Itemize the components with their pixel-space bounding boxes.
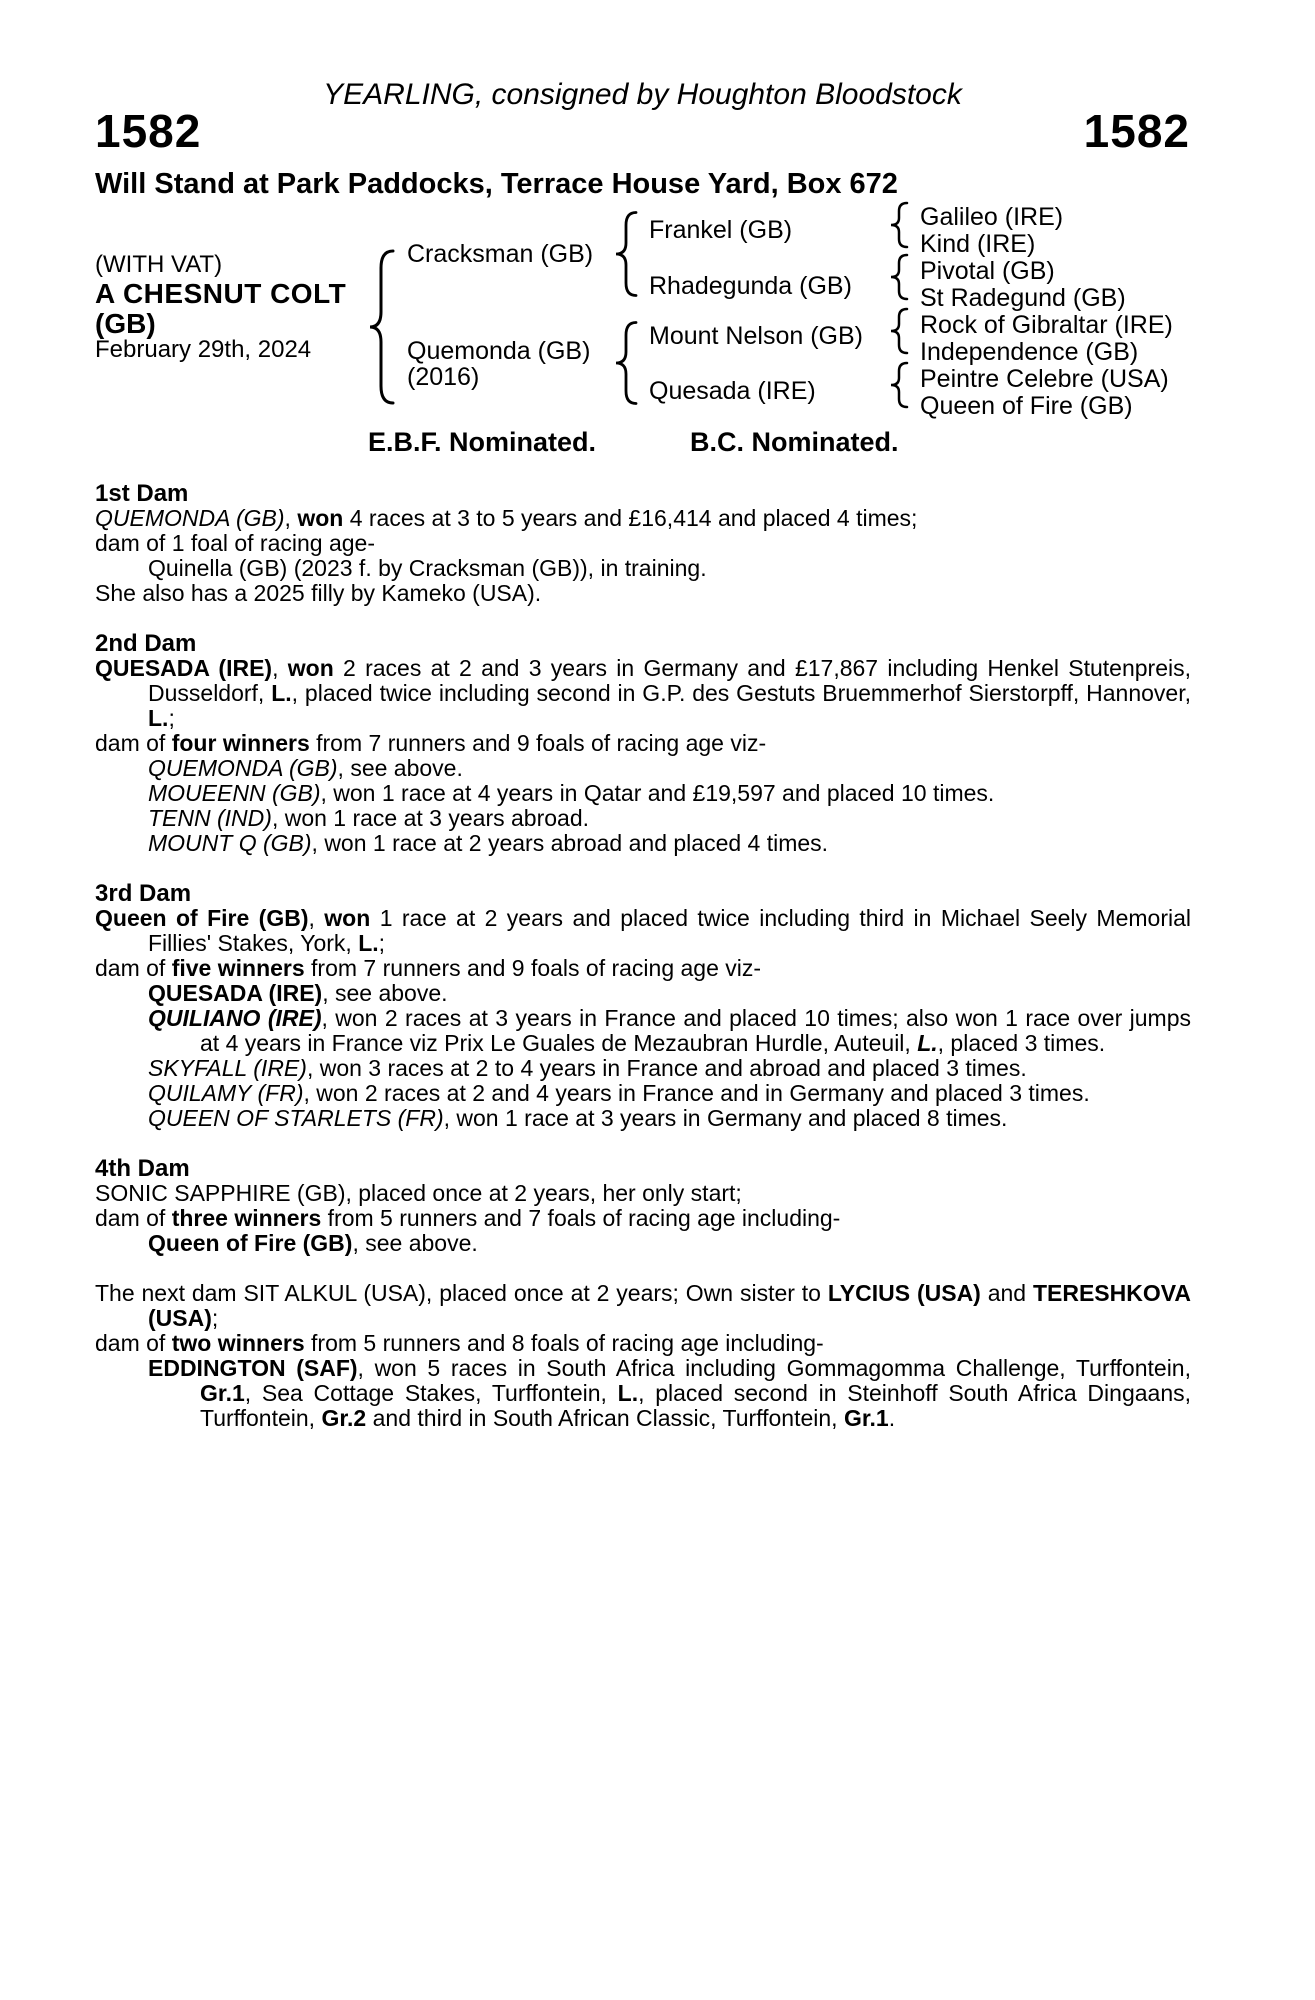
sire-dam-name: Rhadegunda (GB)	[649, 272, 852, 300]
text-run: 1 race at 2 years and placed twice including third in Michael Seely Memorial Fillies' Stakes, York,	[148, 905, 1192, 956]
text-run: won	[297, 505, 344, 531]
text-run: QUILIANO (IRE)	[148, 1005, 322, 1031]
text-run: EDDINGTON (SAF)	[148, 1355, 358, 1381]
text-run: Gr.1	[843, 1405, 889, 1431]
text-run: QUILAMY (FR)	[148, 1080, 304, 1106]
sire-name: Cracksman (GB)	[407, 240, 594, 268]
text-run: , won 3 races at 2 to 4 years in France and abroad and placed 3 times.	[306, 1055, 1027, 1081]
text-run: 2 races at 2 and 3 years in Germany and £17,867 including Henkel Stutenpreis, Dusseldorf,	[148, 655, 1191, 706]
text-run: , won 1 race at 4 years in Qatar and £19,597 and placed 10 times.	[320, 780, 995, 806]
section-heading: 2nd Dam	[95, 630, 197, 657]
text-run: two winners	[171, 1330, 305, 1356]
text-run: ,	[272, 655, 288, 681]
text-run: LYCIUS (USA)	[827, 1280, 981, 1306]
text-run: Gr.1	[200, 1380, 245, 1406]
bc-nomination: B.C. Nominated.	[690, 427, 899, 457]
pedigree-paragraph	[95, 806, 1191, 831]
pedigree-paragraph	[95, 531, 1191, 556]
foal-date: February 29th, 2024	[95, 336, 312, 363]
great-grandparent-name: Independence (GB)	[920, 338, 1139, 366]
text-run: dam of	[95, 1330, 172, 1356]
dam-section	[95, 631, 1191, 856]
text-run: won	[287, 655, 334, 681]
dam-sections	[95, 481, 1191, 1431]
dam-section	[95, 881, 1191, 1131]
pedigree-brace-pair-2	[888, 253, 910, 301]
section-heading: 3rd Dam	[95, 880, 192, 907]
text-run: and	[980, 1280, 1033, 1306]
dam-name: Quemonda (GB)	[407, 337, 591, 365]
colt-name: A CHESNUT COLT	[95, 278, 347, 309]
text-run: from 5 runners and 8 foals of racing age including-	[304, 1330, 824, 1356]
pedigree-brace-gen1	[366, 248, 396, 406]
text-run: Queen of Fire (GB)	[148, 1230, 353, 1256]
text-run: Quinella (GB) (2023 f. by Cracksman (GB)), in training.	[148, 555, 707, 581]
text-run: , Sea Cottage Stakes, Turffontein,	[244, 1380, 618, 1406]
pedigree-paragraph	[95, 581, 1191, 606]
text-run: ;	[211, 1305, 219, 1331]
text-run: , placed 3 times.	[937, 1030, 1106, 1056]
text-run: ;	[378, 930, 386, 956]
dam-section	[95, 1156, 1191, 1256]
colt-suffix: (GB)	[95, 308, 156, 339]
text-run: MOUNT Q (GB)	[148, 830, 312, 856]
text-run: SKYFALL (IRE)	[148, 1055, 307, 1081]
text-run: .	[888, 1405, 896, 1431]
stand-location-line: Will Stand at Park Paddocks, Terrace House Yard, Box 672	[95, 168, 898, 200]
dam-year: (2016)	[407, 363, 480, 391]
pedigree-brace-pair-1	[888, 201, 910, 249]
text-run: and third in South African Classic, Turffontein,	[366, 1405, 844, 1431]
text-run: four winners	[171, 730, 310, 756]
pedigree-paragraph	[95, 906, 1191, 956]
pedigree-paragraph	[95, 781, 1191, 806]
text-run: L.	[358, 930, 379, 956]
text-run: L.	[917, 1030, 938, 1056]
pedigree-paragraph	[95, 656, 1191, 731]
pedigree-brace-dam	[613, 320, 639, 406]
great-grandparent-name: Queen of Fire (GB)	[920, 392, 1133, 420]
pedigree-paragraph	[95, 506, 1191, 531]
text-run: dam of	[95, 1205, 172, 1231]
text-run: MOUEENN (GB)	[148, 780, 321, 806]
text-run: QUEMONDA (GB)	[95, 505, 285, 531]
consignor-line: YEARLING, consigned by Houghton Bloodstock	[323, 78, 962, 111]
text-run: , won 2 races at 2 and 4 years in France and in Germany and placed 3 times.	[303, 1080, 1090, 1106]
lot-number-left: 1582	[95, 105, 202, 157]
pedigree-brace-pair-3	[888, 307, 910, 355]
text-run: L.	[271, 680, 292, 706]
text-run: TERESHKOVA (USA)	[148, 1280, 1192, 1331]
text-run: , placed second in Steinhoff South Africa Dingaans, Turffontein,	[200, 1380, 1191, 1431]
section-heading: 4th Dam	[95, 1155, 190, 1182]
pedigree-paragraph	[95, 956, 1191, 981]
text-run: QUESADA (IRE)	[95, 655, 273, 681]
text-run: from 7 runners and 9 foals of racing age viz-	[309, 730, 767, 756]
dam-dam-name: Quesada (IRE)	[649, 377, 816, 405]
text-run: ,	[284, 505, 298, 531]
text-run: , see above.	[322, 980, 448, 1006]
vat-line: (WITH VAT)	[95, 251, 223, 278]
pedigree-paragraph	[95, 731, 1191, 756]
pedigree-paragraph	[95, 1231, 1191, 1256]
dam-sire-name: Mount Nelson (GB)	[649, 322, 863, 350]
great-grandparent-name: Peintre Celebre (USA)	[920, 365, 1169, 393]
sire-sire-name: Frankel (GB)	[649, 216, 793, 244]
great-grandparent-name: St Radegund (GB)	[920, 284, 1126, 312]
text-run: SONIC SAPPHIRE (GB), placed once at 2 years, her only start;	[95, 1180, 742, 1206]
text-run: dam of	[95, 730, 172, 756]
text-run: won	[324, 905, 371, 931]
great-grandparent-name: Pivotal (GB)	[920, 257, 1055, 285]
text-run: , won 1 race at 3 years in Germany and placed 8 times.	[443, 1105, 1008, 1131]
great-grandparent-name: Rock of Gibraltar (IRE)	[920, 311, 1173, 339]
text-run: , won 5 races in South Africa including Gommagomma Challenge, Turffontein,	[357, 1355, 1191, 1381]
pedigree-paragraph	[95, 556, 1191, 581]
text-run: dam of	[95, 955, 172, 981]
text-run: five winners	[171, 955, 305, 981]
dam-section	[95, 1281, 1191, 1431]
pedigree-brace-sire	[613, 210, 639, 298]
text-run: dam of 1 foal of racing age-	[95, 530, 375, 556]
text-run: three winners	[171, 1205, 322, 1231]
text-run: TENN (IND)	[148, 805, 272, 831]
pedigree-paragraph	[95, 1181, 1191, 1206]
pedigree-paragraph	[95, 1206, 1191, 1231]
text-run: from 5 runners and 7 foals of racing age including-	[321, 1205, 841, 1231]
dam-section	[95, 481, 1191, 606]
text-run: Gr.2	[321, 1405, 367, 1431]
text-run: 4 races at 3 to 5 years and £16,414 and placed 4 times;	[343, 505, 918, 531]
text-run: , placed twice including second in G.P. des Gestuts Bruemmerhof Sierstorpff, Hannover,	[291, 680, 1191, 706]
great-grandparent-name: Kind (IRE)	[920, 230, 1036, 258]
pedigree-paragraph	[95, 1356, 1191, 1431]
text-run: , won 2 races at 3 years in France and placed 10 times; also won 1 race over jumps at 4 years in France viz Prix Le Guales de Mezaubran Hurdle, Auteuil,	[200, 1005, 1191, 1056]
text-run: She also has a 2025 filly by Kameko (USA).	[95, 580, 542, 606]
pedigree-paragraph	[95, 1081, 1191, 1106]
ebf-nomination: E.B.F. Nominated.	[368, 427, 597, 457]
text-run: ;	[168, 705, 175, 731]
pedigree-paragraph	[95, 981, 1191, 1006]
text-run: , see above.	[352, 1230, 478, 1256]
great-grandparent-name: Galileo (IRE)	[920, 203, 1064, 231]
text-run: , won 1 race at 3 years abroad.	[271, 805, 590, 831]
text-run: Queen of Fire (GB)	[95, 905, 309, 931]
text-run: ,	[308, 905, 325, 931]
pedigree-paragraph	[95, 831, 1191, 856]
text-run: , won 1 race at 2 years abroad and placed 4 times.	[311, 830, 829, 856]
text-run: The next dam SIT ALKUL (USA), placed once at 2 years; Own sister to	[95, 1280, 828, 1306]
text-run: L.	[617, 1380, 639, 1406]
pedigree-paragraph	[95, 1331, 1191, 1356]
text-run: QUESADA (IRE)	[148, 980, 323, 1006]
pedigree-paragraph	[95, 1006, 1191, 1056]
lot-number-right: 1582	[1083, 105, 1190, 157]
pedigree-brace-pair-4	[888, 361, 910, 409]
pedigree-paragraph	[95, 1281, 1191, 1331]
pedigree-paragraph	[95, 1056, 1191, 1081]
text-run: QUEMONDA (GB)	[148, 755, 338, 781]
text-run: , see above.	[337, 755, 463, 781]
pedigree-paragraph	[95, 1106, 1191, 1131]
text-run: L.	[148, 705, 169, 731]
text-run: from 7 runners and 9 foals of racing age viz-	[304, 955, 762, 981]
pedigree-paragraph	[95, 756, 1191, 781]
section-heading: 1st Dam	[95, 480, 189, 507]
text-run: QUEEN OF STARLETS (FR)	[148, 1105, 444, 1131]
